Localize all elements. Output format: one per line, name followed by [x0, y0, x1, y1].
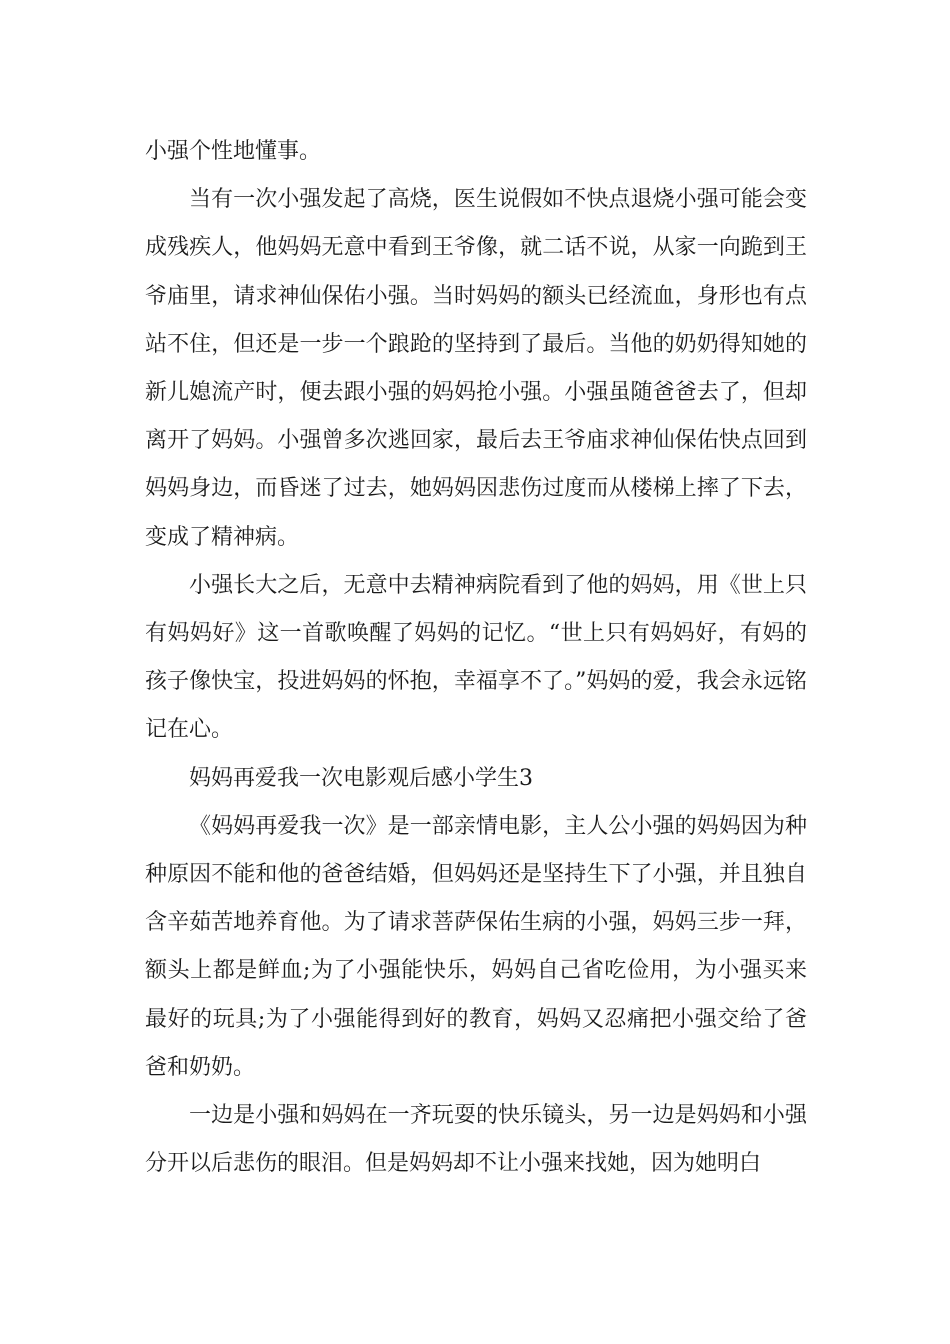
paragraph-2: 当有一次小强发起了高烧，医生说假如不快点退烧小强可能会变成残疾人，他妈妈无意中看到王爷像，就二话不说，从家一向跪到王爷庙里，请求神仙保佑小强。当时妈妈的额头已经流血，身形也有点站不住，但还是一步一个踉跄的坚持到了最后。当他的奶奶得知她的新儿媳流产时，便去跟小强的妈妈抢小强。小强虽随爸爸去了，但却离开了妈妈。小强曾多次逃回家，最后去王爷庙求神仙保佑快点回到妈妈身边，而昏迷了过去，她妈妈因悲伤过度而从楼梯上摔了下去，变成了精神病。	[145, 187, 807, 550]
paragraph-5: 一边是小强和妈妈在一齐玩耍的快乐镜头，另一边是妈妈和小强分开以后悲伤的眼泪。但是妈妈却不让小强来找她，因为她明白	[145, 1103, 807, 1177]
document-body	[145, 128, 807, 1188]
paragraph-3: 小强长大之后，无意中去精神病院看到了他的妈妈，用《世上只有妈妈好》这一首歌唤醒了妈妈的记忆。“世上只有妈妈好，有妈的孩子像快宝，投进妈妈的怀抱，幸福享不了。”妈妈的爱，我会永远铭记在心。	[145, 572, 807, 743]
paragraph-1: 小强个性地懂事。	[145, 139, 322, 164]
section-heading: 妈妈再爱我一次电影观后感小学生3	[189, 765, 533, 791]
paragraph-4: 《妈妈再爱我一次》是一部亲情电影，主人公小强的妈妈因为种种原因不能和他的爸爸结婚，但妈妈还是坚持生下了小强，并且独自含辛茹苦地养育他。为了请求菩萨保佑生病的小强，妈妈三步一拜，额头上都是鲜血;为了小强能快乐，妈妈自己省吃俭用，为小强买来最好的玩具;为了小强能得到好的教育，妈妈又忍痛把小强交给了爸爸和奶奶。	[145, 813, 807, 1080]
